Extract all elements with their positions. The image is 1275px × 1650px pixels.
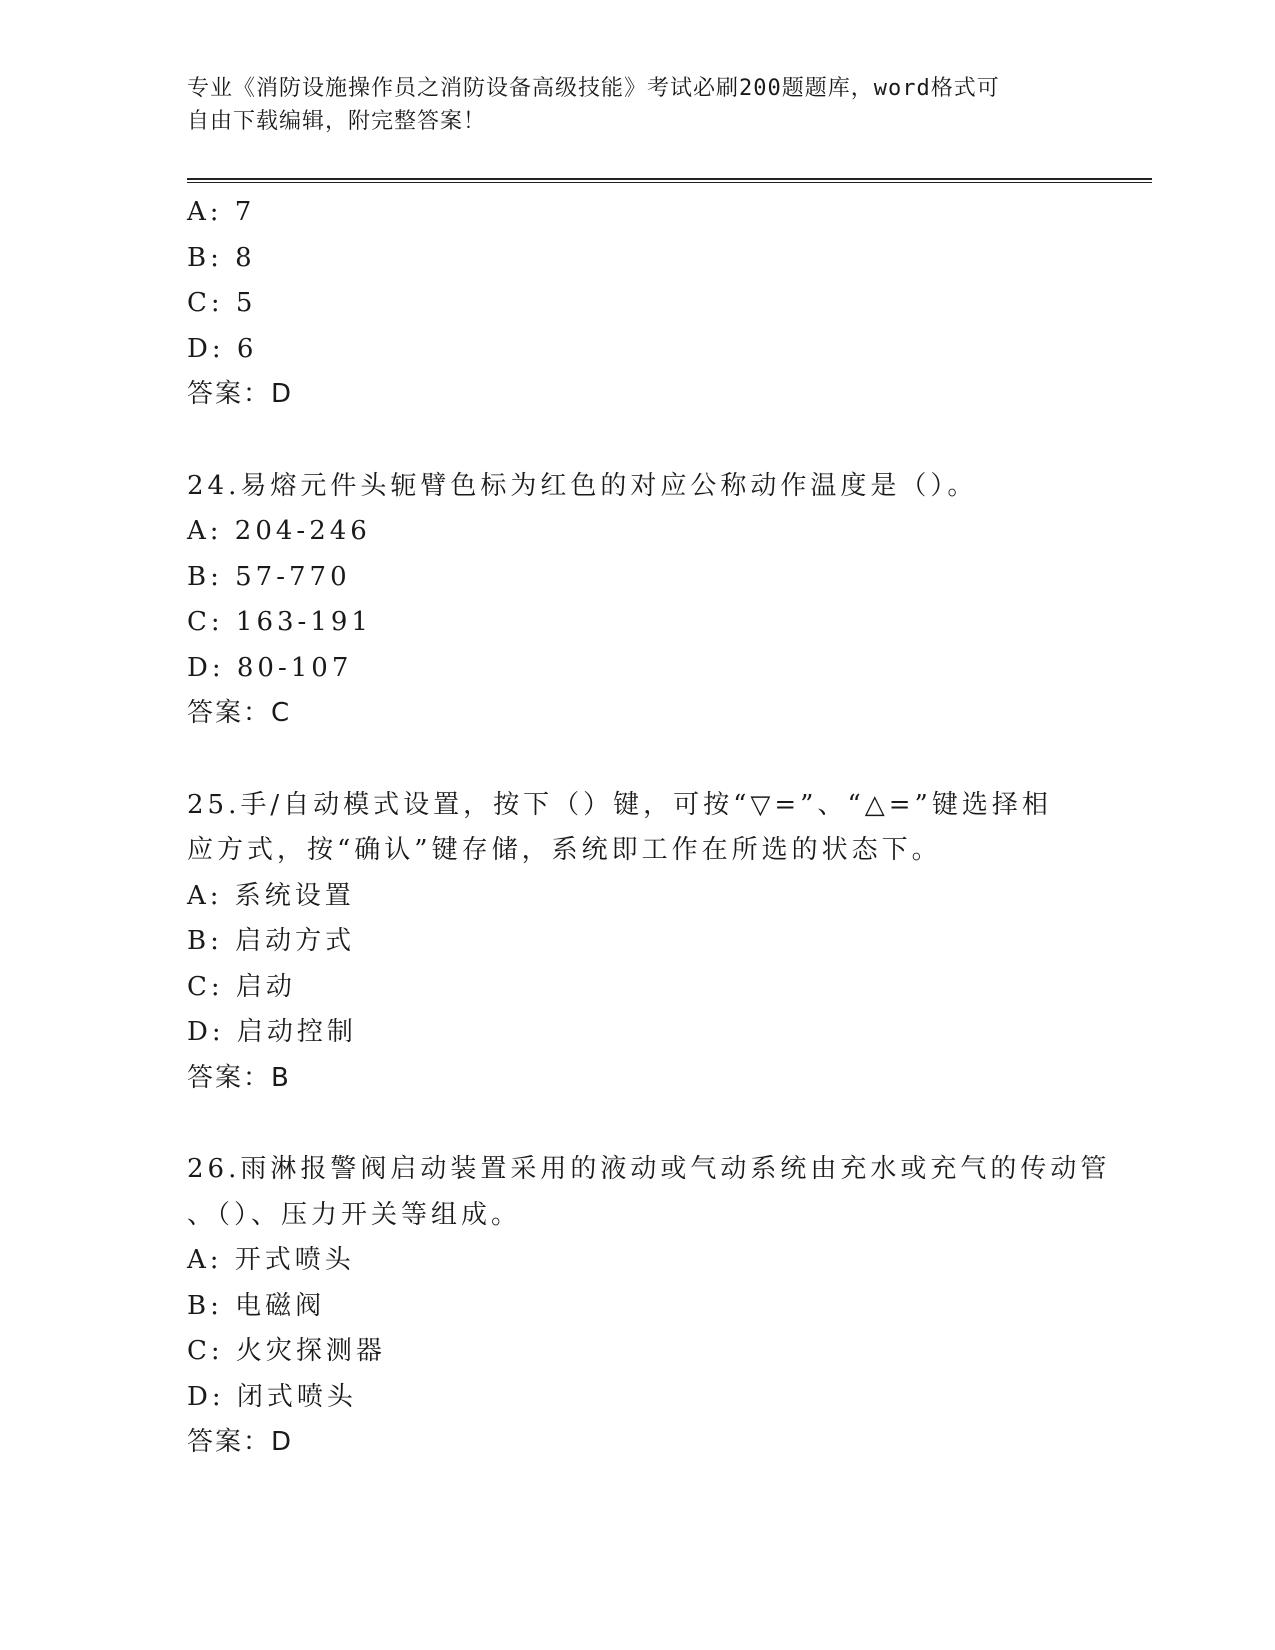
answer: 答案：D bbox=[187, 379, 294, 409]
question-text-line-2: 应方式，按“确认”键存储，系统即工作在所选的状态下。 bbox=[187, 835, 942, 865]
question-25 bbox=[187, 783, 1087, 1102]
option-b: B: 启动方式 bbox=[187, 926, 356, 956]
option-d: D: 6 bbox=[187, 333, 258, 364]
option-c: C: 163-191 bbox=[187, 607, 372, 637]
option-d: D: 闭式喷头 bbox=[187, 1381, 357, 1412]
option-b: B: 8 bbox=[187, 242, 256, 273]
option-d: D: 80-107 bbox=[187, 652, 353, 683]
spacer bbox=[187, 418, 1087, 464]
question-text-line-1: 25.手/自动模式设置，按下（）键，可按“▽=”、“△=”键选择相 bbox=[187, 789, 1052, 820]
answer: 答案：D bbox=[187, 1427, 294, 1457]
document-header bbox=[187, 72, 1067, 138]
header-line-1: 专业《消防设施操作员之消防设备高级技能》考试必刷200题题库，word格式可 bbox=[187, 76, 1000, 101]
spacer bbox=[187, 1101, 1087, 1147]
question-26 bbox=[187, 1147, 1111, 1466]
question-list bbox=[187, 190, 1111, 1466]
option-c: C: 火灾探测器 bbox=[187, 1336, 386, 1366]
question-24 bbox=[187, 464, 1087, 737]
header-line-2: 自由下载编辑，附完整答案！ bbox=[187, 109, 487, 134]
option-c: C: 5 bbox=[187, 288, 257, 318]
option-b: B: 57-770 bbox=[187, 561, 351, 592]
spacer bbox=[187, 737, 1087, 783]
option-c: C: 启动 bbox=[187, 971, 296, 1002]
question-text-line-1: 26.雨淋报警阀启动装置采用的液动或气动系统由充水或充气的传动管 bbox=[187, 1154, 1111, 1184]
option-b: B: 电磁阀 bbox=[187, 1290, 326, 1321]
option-a: A: 7 bbox=[187, 197, 256, 227]
answer: 答案：B bbox=[187, 1062, 291, 1093]
answer: 答案：C bbox=[187, 698, 292, 728]
question-23 bbox=[187, 190, 1087, 418]
option-d: D: 启动控制 bbox=[187, 1017, 357, 1047]
option-a: A: 204-246 bbox=[187, 516, 371, 546]
question-text-line-2: 、（）、压力开关等组成。 bbox=[187, 1199, 522, 1230]
option-a: A: 系统设置 bbox=[187, 880, 355, 911]
header-divider bbox=[187, 178, 1152, 183]
question-text: 24.易熔元件头轭臂色标为红色的对应公称动作温度是（）。 bbox=[187, 470, 978, 501]
option-a: A: 开式喷头 bbox=[187, 1245, 355, 1275]
